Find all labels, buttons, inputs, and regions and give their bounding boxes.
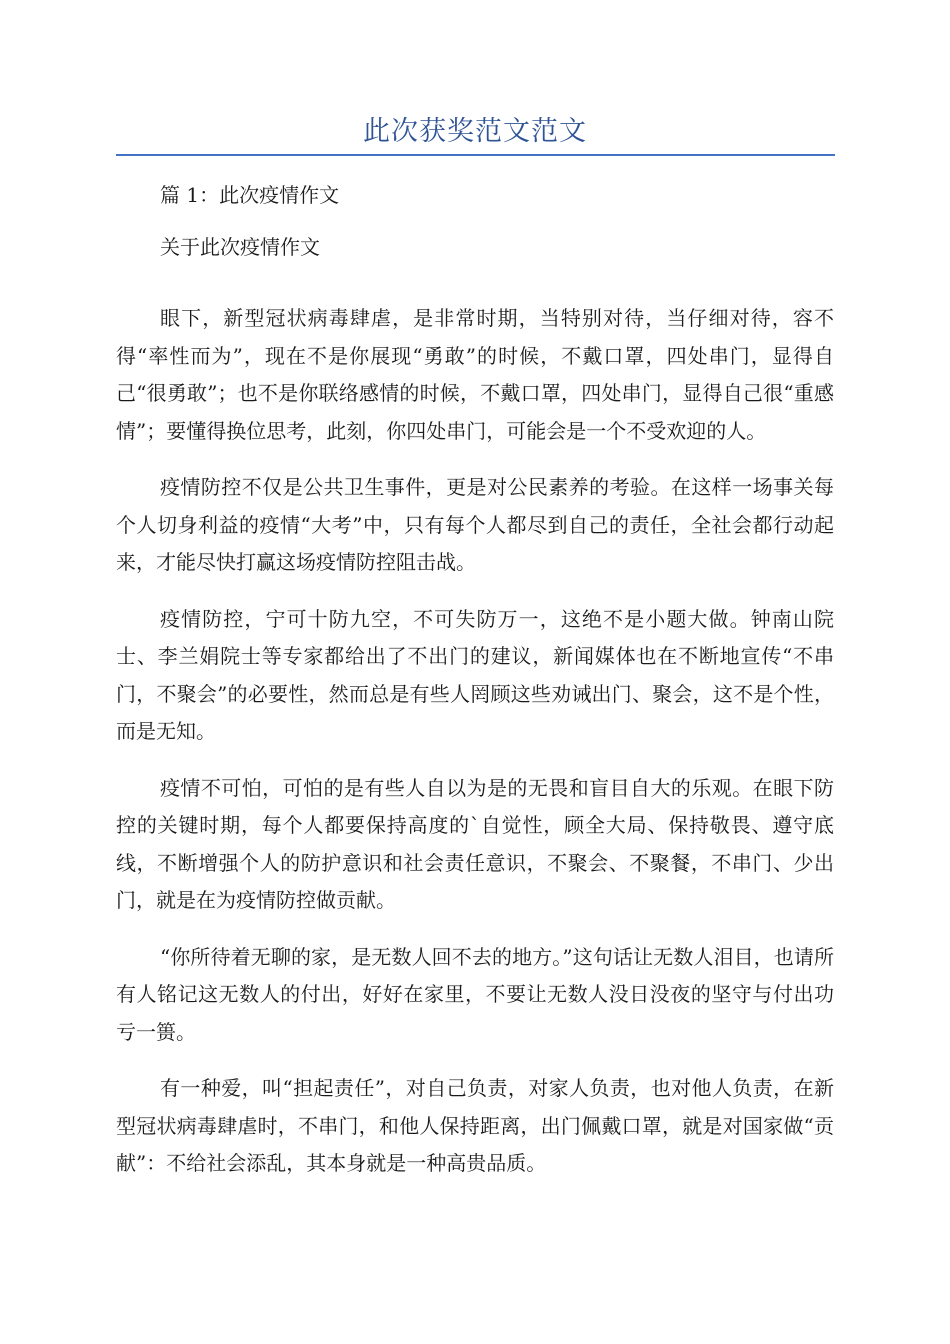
paragraph: 疫情防控，宁可十防九空，不可失防万一，这绝不是小题大做。钟南山院士、李兰娟院士等专家都给出了不出门的建议，新闻媒体也在不断地宣传“不串门，不聚会”的必要性，然而总是有些人罔顾这些劝诫出门、聚会，这不是个性，而是无知。 — [116, 606, 834, 743]
title-underline — [116, 154, 835, 156]
essay-title: 关于此次疫情作文 — [160, 235, 320, 259]
paragraph: 疫情防控不仅是公共卫生事件，更是对公民素养的考验。在这样一场事关每个人切身利益的疫情“大考”中，只有每个人都尽到自己的责任，全社会都行动起来，才能尽快打赢这场疫情防控阻击战。 — [116, 475, 834, 574]
document-body — [116, 176, 834, 1202]
paragraph: 有一种爱，叫“担起责任”，对自己负责，对家人负责，也对他人负责，在新型冠状病毒肆虐时，不串门，和他人保持距离，出门佩戴口罩，就是对国家做“贡献”：不给社会添乱，其本身就是一种高贵品质。 — [116, 1076, 834, 1175]
paragraph: 疫情不可怕，可怕的是有些人自以为是的无畏和盲目自大的乐观。在眼下防控的关键时期，每个人都要保持高度的`自觉性，顾全大局、保持敬畏、遵守底线，不断增强个人的防护意识和社会责任意识，不聚会、不聚餐，不串门、少出门，就是在为疫情防控做贡献。 — [116, 775, 834, 912]
paragraph: 眼下，新型冠状病毒肆虐，是非常时期，当特别对待，当仔细对待，容不得“率性而为”，现在不是你展现“勇敢”的时候，不戴口罩，四处串门，显得自己“很勇敢”；也不是你联络感情的时候，不戴口罩，四处串门，显得自己很“重感情”；要懂得换位思考，此刻，你四处串门，可能会是一个不受欢迎的人。 — [116, 306, 834, 443]
paragraph: “你所待着无聊的家，是无数人回不去的地方。”这句话让无数人泪目，也请所有人铭记这无数人的付出，好好在家里，不要让无数人没日没夜的坚守与付出功亏一篑。 — [116, 944, 834, 1044]
section-heading: 篇 1：此次疫情作文 — [160, 183, 340, 207]
document-title: 此次获奖范文范文 — [363, 116, 587, 147]
